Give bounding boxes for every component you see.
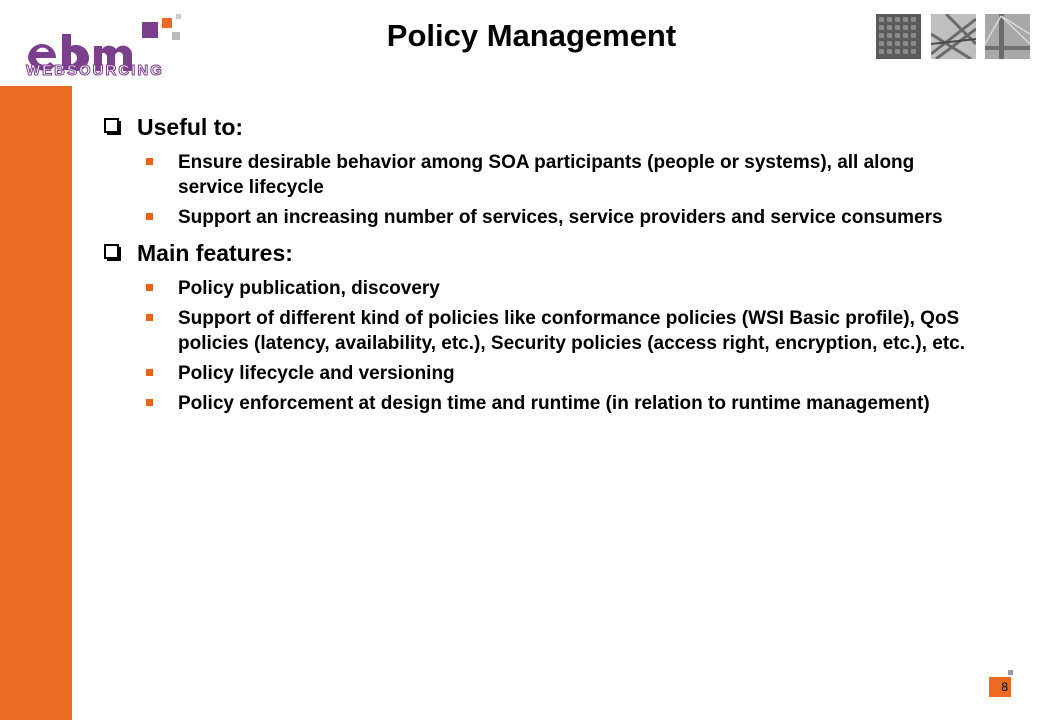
list-item [104, 306, 984, 356]
list-item-text: Policy lifecycle and versioning [178, 363, 455, 384]
list-item [104, 150, 984, 200]
list-item [104, 205, 984, 230]
logo-tagline: WEBSOURCING [26, 62, 164, 79]
square-bullet-icon [146, 399, 153, 406]
list-item [104, 391, 984, 416]
list-item-text: Ensure desirable behavior among SOA participants (people or systems), all along service lifecycle [178, 152, 915, 198]
page-number: 8 [989, 677, 1011, 697]
list-item-text: Support an increasing number of services, service providers and service consumers [178, 207, 943, 228]
square-bullet-icon [146, 314, 153, 321]
square-bullet-icon [146, 369, 153, 376]
list-item [104, 361, 984, 386]
checkbox-bullet-icon [104, 118, 122, 136]
list-item-text: Policy enforcement at design time and runtime (in relation to runtime management) [178, 393, 930, 414]
page-number-dot [1008, 670, 1013, 675]
slide-title: Policy Management [386, 18, 677, 53]
bridge-photo-icon [931, 14, 976, 59]
left-accent-bar [0, 86, 72, 720]
suspension-bridge-photo-icon [985, 14, 1030, 59]
list-item-text: Support of different kind of policies like conformance policies (WSI Basic profile), QoS policies (latency, availability, etc.), Security policies (access right, encryption, etc.), etc. [178, 308, 966, 354]
section-heading-text: Useful to: [137, 114, 244, 140]
header-photos [876, 14, 1030, 62]
building-photo-icon [876, 14, 921, 59]
square-bullet-icon [146, 284, 153, 291]
section-heading [104, 112, 984, 142]
square-bullet-icon [146, 158, 153, 165]
checkbox-bullet-icon [104, 244, 122, 262]
slide-body [104, 112, 984, 421]
section-heading-text: Main features: [137, 240, 293, 266]
list-item-text: Policy publication, discovery [178, 278, 440, 299]
list-item [104, 276, 984, 301]
section-heading [104, 238, 984, 268]
square-bullet-icon [146, 213, 153, 220]
